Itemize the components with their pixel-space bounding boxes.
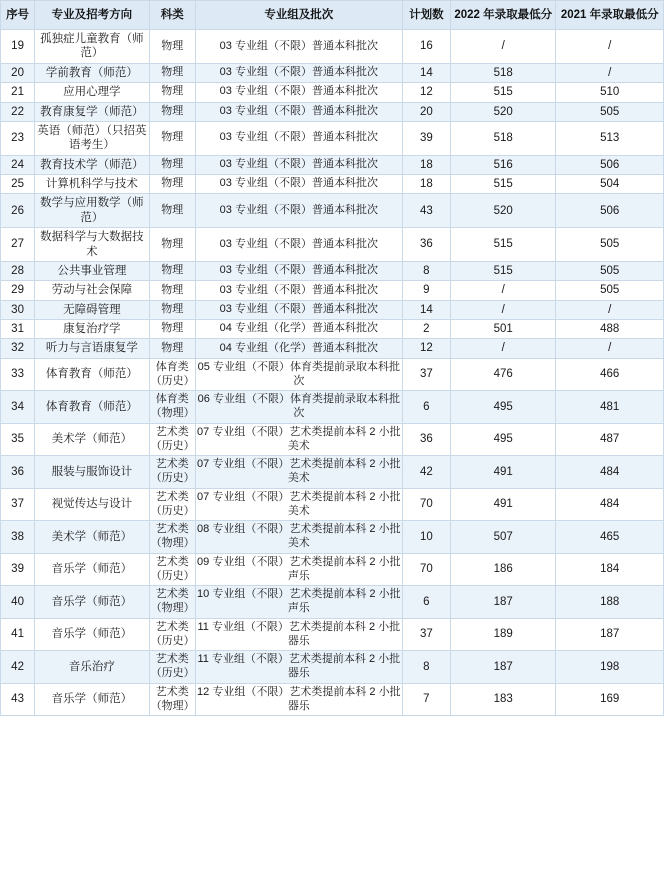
cell-category: 体育类（历史） — [149, 358, 195, 391]
cell-score-2021: / — [556, 30, 664, 64]
table-row — [1, 175, 664, 194]
cell-index: 38 — [1, 521, 35, 554]
cell-group-batch: 03 专业组（不限）普通本科批次 — [195, 63, 402, 82]
table-row — [1, 358, 664, 391]
table-row — [1, 456, 664, 489]
cell-group-batch: 03 专业组（不限）普通本科批次 — [195, 228, 402, 262]
cell-index: 42 — [1, 651, 35, 684]
cell-group-batch: 03 专业组（不限）普通本科批次 — [195, 175, 402, 194]
cell-score-2021: 488 — [556, 320, 664, 339]
cell-group-batch: 12 专业组（不限）艺术类提前本科 2 小批器乐 — [195, 683, 402, 716]
cell-plan-count: 70 — [402, 553, 450, 586]
cell-score-2021: 487 — [556, 423, 664, 456]
cell-score-2022: 491 — [450, 456, 555, 489]
cell-major: 应用心理学 — [35, 83, 150, 102]
cell-major: 学前教育（师范） — [35, 63, 150, 82]
cell-group-batch: 03 专业组（不限）普通本科批次 — [195, 194, 402, 228]
cell-plan-count: 12 — [402, 83, 450, 102]
cell-major: 计算机科学与技术 — [35, 175, 150, 194]
cell-index: 24 — [1, 155, 35, 174]
cell-index: 31 — [1, 320, 35, 339]
column-header-major: 专业及招考方向 — [35, 1, 150, 30]
cell-category: 物理 — [149, 121, 195, 155]
cell-category: 物理 — [149, 194, 195, 228]
table-row — [1, 521, 664, 554]
cell-index: 23 — [1, 121, 35, 155]
cell-group-batch: 04 专业组（化学）普通本科批次 — [195, 320, 402, 339]
cell-major: 视觉传达与设计 — [35, 488, 150, 521]
cell-plan-count: 8 — [402, 651, 450, 684]
cell-category: 艺术类（历史） — [149, 618, 195, 651]
cell-score-2021: 505 — [556, 281, 664, 300]
cell-group-batch: 04 专业组（化学）普通本科批次 — [195, 339, 402, 358]
table-row — [1, 423, 664, 456]
cell-plan-count: 7 — [402, 683, 450, 716]
cell-group-batch: 03 专业组（不限）普通本科批次 — [195, 300, 402, 319]
cell-score-2021: 513 — [556, 121, 664, 155]
cell-plan-count: 20 — [402, 102, 450, 121]
cell-score-2022: 183 — [450, 683, 555, 716]
cell-category: 物理 — [149, 102, 195, 121]
cell-plan-count: 37 — [402, 618, 450, 651]
table-row — [1, 30, 664, 64]
cell-plan-count: 43 — [402, 194, 450, 228]
cell-category: 艺术类（历史） — [149, 553, 195, 586]
cell-major: 公共事业管理 — [35, 261, 150, 280]
cell-index: 19 — [1, 30, 35, 64]
cell-index: 28 — [1, 261, 35, 280]
cell-major: 体育教育（师范） — [35, 391, 150, 424]
table-row — [1, 300, 664, 319]
cell-score-2021: 504 — [556, 175, 664, 194]
cell-plan-count: 10 — [402, 521, 450, 554]
cell-index: 36 — [1, 456, 35, 489]
cell-index: 30 — [1, 300, 35, 319]
cell-score-2022: 520 — [450, 194, 555, 228]
cell-major: 服装与服饰设计 — [35, 456, 150, 489]
cell-score-2021: 169 — [556, 683, 664, 716]
cell-group-batch: 03 专业组（不限）普通本科批次 — [195, 83, 402, 102]
cell-score-2022: / — [450, 339, 555, 358]
cell-major: 教育康复学（师范） — [35, 102, 150, 121]
cell-major: 劳动与社会保障 — [35, 281, 150, 300]
cell-category: 物理 — [149, 300, 195, 319]
table-header — [1, 1, 664, 30]
cell-score-2021: 187 — [556, 618, 664, 651]
cell-major: 音乐学（师范） — [35, 586, 150, 619]
cell-score-2021: 184 — [556, 553, 664, 586]
cell-plan-count: 12 — [402, 339, 450, 358]
cell-group-batch: 07 专业组（不限）艺术类提前本科 2 小批美术 — [195, 488, 402, 521]
cell-major: 音乐治疗 — [35, 651, 150, 684]
cell-group-batch: 03 专业组（不限）普通本科批次 — [195, 30, 402, 64]
cell-group-batch: 11 专业组（不限）艺术类提前本科 2 小批器乐 — [195, 651, 402, 684]
table-row — [1, 228, 664, 262]
cell-plan-count: 36 — [402, 228, 450, 262]
cell-major: 无障碍管理 — [35, 300, 150, 319]
cell-score-2021: 481 — [556, 391, 664, 424]
cell-category: 物理 — [149, 281, 195, 300]
cell-major: 音乐学（师范） — [35, 618, 150, 651]
cell-category: 艺术类（历史） — [149, 488, 195, 521]
cell-index: 27 — [1, 228, 35, 262]
cell-plan-count: 42 — [402, 456, 450, 489]
cell-index: 35 — [1, 423, 35, 456]
cell-group-batch: 08 专业组（不限）艺术类提前本科 2 小批美术 — [195, 521, 402, 554]
cell-major: 美术学（师范） — [35, 423, 150, 456]
cell-group-batch: 06 专业组（不限）体育类提前录取本科批次 — [195, 391, 402, 424]
cell-category: 物理 — [149, 155, 195, 174]
cell-index: 22 — [1, 102, 35, 121]
cell-score-2022: 515 — [450, 261, 555, 280]
cell-major: 康复治疗学 — [35, 320, 150, 339]
table-row — [1, 320, 664, 339]
column-header-plan-count: 计划数 — [402, 1, 450, 30]
cell-plan-count: 16 — [402, 30, 450, 64]
cell-score-2021: / — [556, 63, 664, 82]
cell-major: 美术学（师范） — [35, 521, 150, 554]
cell-score-2021: 505 — [556, 102, 664, 121]
cell-group-batch: 05 专业组（不限）体育类提前录取本科批次 — [195, 358, 402, 391]
cell-score-2022: 501 — [450, 320, 555, 339]
cell-score-2022: 507 — [450, 521, 555, 554]
cell-score-2021: 465 — [556, 521, 664, 554]
column-header-score-2022: 2022 年录取最低分 — [450, 1, 555, 30]
cell-index: 39 — [1, 553, 35, 586]
cell-score-2021: / — [556, 300, 664, 319]
cell-plan-count: 6 — [402, 391, 450, 424]
cell-category: 艺术类（历史） — [149, 651, 195, 684]
cell-major: 英语（师范）（只招英语考生） — [35, 121, 150, 155]
cell-index: 29 — [1, 281, 35, 300]
cell-group-batch: 03 专业组（不限）普通本科批次 — [195, 102, 402, 121]
cell-major: 孤独症儿童教育（师范） — [35, 30, 150, 64]
cell-score-2021: 484 — [556, 456, 664, 489]
cell-plan-count: 9 — [402, 281, 450, 300]
cell-score-2021: 505 — [556, 261, 664, 280]
cell-group-batch: 09 专业组（不限）艺术类提前本科 2 小批声乐 — [195, 553, 402, 586]
table-row — [1, 261, 664, 280]
cell-group-batch: 03 专业组（不限）普通本科批次 — [195, 121, 402, 155]
cell-score-2022: 518 — [450, 63, 555, 82]
cell-category: 物理 — [149, 339, 195, 358]
cell-plan-count: 14 — [402, 300, 450, 319]
cell-category: 物理 — [149, 30, 195, 64]
cell-category: 物理 — [149, 83, 195, 102]
cell-plan-count: 39 — [402, 121, 450, 155]
cell-score-2022: 187 — [450, 651, 555, 684]
cell-score-2022: 515 — [450, 175, 555, 194]
cell-index: 34 — [1, 391, 35, 424]
cell-major: 音乐学（师范） — [35, 553, 150, 586]
cell-score-2021: 466 — [556, 358, 664, 391]
cell-category: 艺术类（物理） — [149, 586, 195, 619]
cell-index: 26 — [1, 194, 35, 228]
table-row — [1, 63, 664, 82]
table-row — [1, 488, 664, 521]
table-row — [1, 391, 664, 424]
cell-score-2021: / — [556, 339, 664, 358]
cell-major: 听力与言语康复学 — [35, 339, 150, 358]
cell-score-2022: / — [450, 300, 555, 319]
table-row — [1, 102, 664, 121]
cell-score-2022: 495 — [450, 423, 555, 456]
cell-index: 33 — [1, 358, 35, 391]
cell-plan-count: 14 — [402, 63, 450, 82]
cell-plan-count: 6 — [402, 586, 450, 619]
cell-group-batch: 07 专业组（不限）艺术类提前本科 2 小批美术 — [195, 456, 402, 489]
cell-category: 艺术类（物理） — [149, 521, 195, 554]
header-row — [1, 1, 664, 30]
cell-score-2021: 198 — [556, 651, 664, 684]
table-row — [1, 83, 664, 102]
cell-score-2022: 516 — [450, 155, 555, 174]
cell-score-2021: 506 — [556, 155, 664, 174]
cell-index: 21 — [1, 83, 35, 102]
cell-category: 艺术类（历史） — [149, 456, 195, 489]
table-row — [1, 683, 664, 716]
cell-score-2022: 515 — [450, 83, 555, 102]
cell-score-2022: 476 — [450, 358, 555, 391]
table-row — [1, 194, 664, 228]
cell-category: 物理 — [149, 320, 195, 339]
table-body — [1, 30, 664, 716]
cell-index: 32 — [1, 339, 35, 358]
cell-score-2021: 188 — [556, 586, 664, 619]
table-row — [1, 618, 664, 651]
cell-index: 20 — [1, 63, 35, 82]
cell-category: 艺术类（历史） — [149, 423, 195, 456]
cell-score-2022: / — [450, 30, 555, 64]
cell-group-batch: 11 专业组（不限）艺术类提前本科 2 小批器乐 — [195, 618, 402, 651]
cell-index: 43 — [1, 683, 35, 716]
table-row — [1, 553, 664, 586]
cell-plan-count: 37 — [402, 358, 450, 391]
cell-score-2022: 187 — [450, 586, 555, 619]
column-header-group-batch: 专业组及批次 — [195, 1, 402, 30]
cell-category: 艺术类（物理） — [149, 683, 195, 716]
cell-major: 数学与应用数学（师范） — [35, 194, 150, 228]
column-header-score-2021: 2021 年录取最低分 — [556, 1, 664, 30]
column-header-index: 序号 — [1, 1, 35, 30]
table-row — [1, 586, 664, 619]
cell-score-2021: 510 — [556, 83, 664, 102]
cell-index: 40 — [1, 586, 35, 619]
table-row — [1, 155, 664, 174]
cell-group-batch: 03 专业组（不限）普通本科批次 — [195, 155, 402, 174]
cell-group-batch: 03 专业组（不限）普通本科批次 — [195, 261, 402, 280]
cell-major: 音乐学（师范） — [35, 683, 150, 716]
cell-score-2022: 495 — [450, 391, 555, 424]
cell-score-2021: 484 — [556, 488, 664, 521]
cell-plan-count: 70 — [402, 488, 450, 521]
cell-score-2022: 520 — [450, 102, 555, 121]
cell-plan-count: 18 — [402, 175, 450, 194]
cell-score-2021: 506 — [556, 194, 664, 228]
cell-score-2022: 186 — [450, 553, 555, 586]
cell-score-2022: 515 — [450, 228, 555, 262]
cell-category: 物理 — [149, 63, 195, 82]
cell-plan-count: 2 — [402, 320, 450, 339]
cell-major: 数据科学与大数据技术 — [35, 228, 150, 262]
cell-plan-count: 36 — [402, 423, 450, 456]
cell-group-batch: 10 专业组（不限）艺术类提前本科 2 小批声乐 — [195, 586, 402, 619]
cell-index: 25 — [1, 175, 35, 194]
cell-category: 体育类（物理） — [149, 391, 195, 424]
table-row — [1, 651, 664, 684]
cell-major: 教育技术学（师范） — [35, 155, 150, 174]
cell-index: 41 — [1, 618, 35, 651]
cell-score-2022: 518 — [450, 121, 555, 155]
table-row — [1, 281, 664, 300]
cell-index: 37 — [1, 488, 35, 521]
cell-score-2022: 189 — [450, 618, 555, 651]
cell-category: 物理 — [149, 175, 195, 194]
column-header-category: 科类 — [149, 1, 195, 30]
cell-score-2022: 491 — [450, 488, 555, 521]
cell-plan-count: 8 — [402, 261, 450, 280]
cell-major: 体育教育（师范） — [35, 358, 150, 391]
cell-plan-count: 18 — [402, 155, 450, 174]
cell-category: 物理 — [149, 261, 195, 280]
cell-category: 物理 — [149, 228, 195, 262]
table-row — [1, 339, 664, 358]
cell-group-batch: 03 专业组（不限）普通本科批次 — [195, 281, 402, 300]
cell-score-2022: / — [450, 281, 555, 300]
cell-group-batch: 07 专业组（不限）艺术类提前本科 2 小批美术 — [195, 423, 402, 456]
table-row — [1, 121, 664, 155]
cell-score-2021: 505 — [556, 228, 664, 262]
